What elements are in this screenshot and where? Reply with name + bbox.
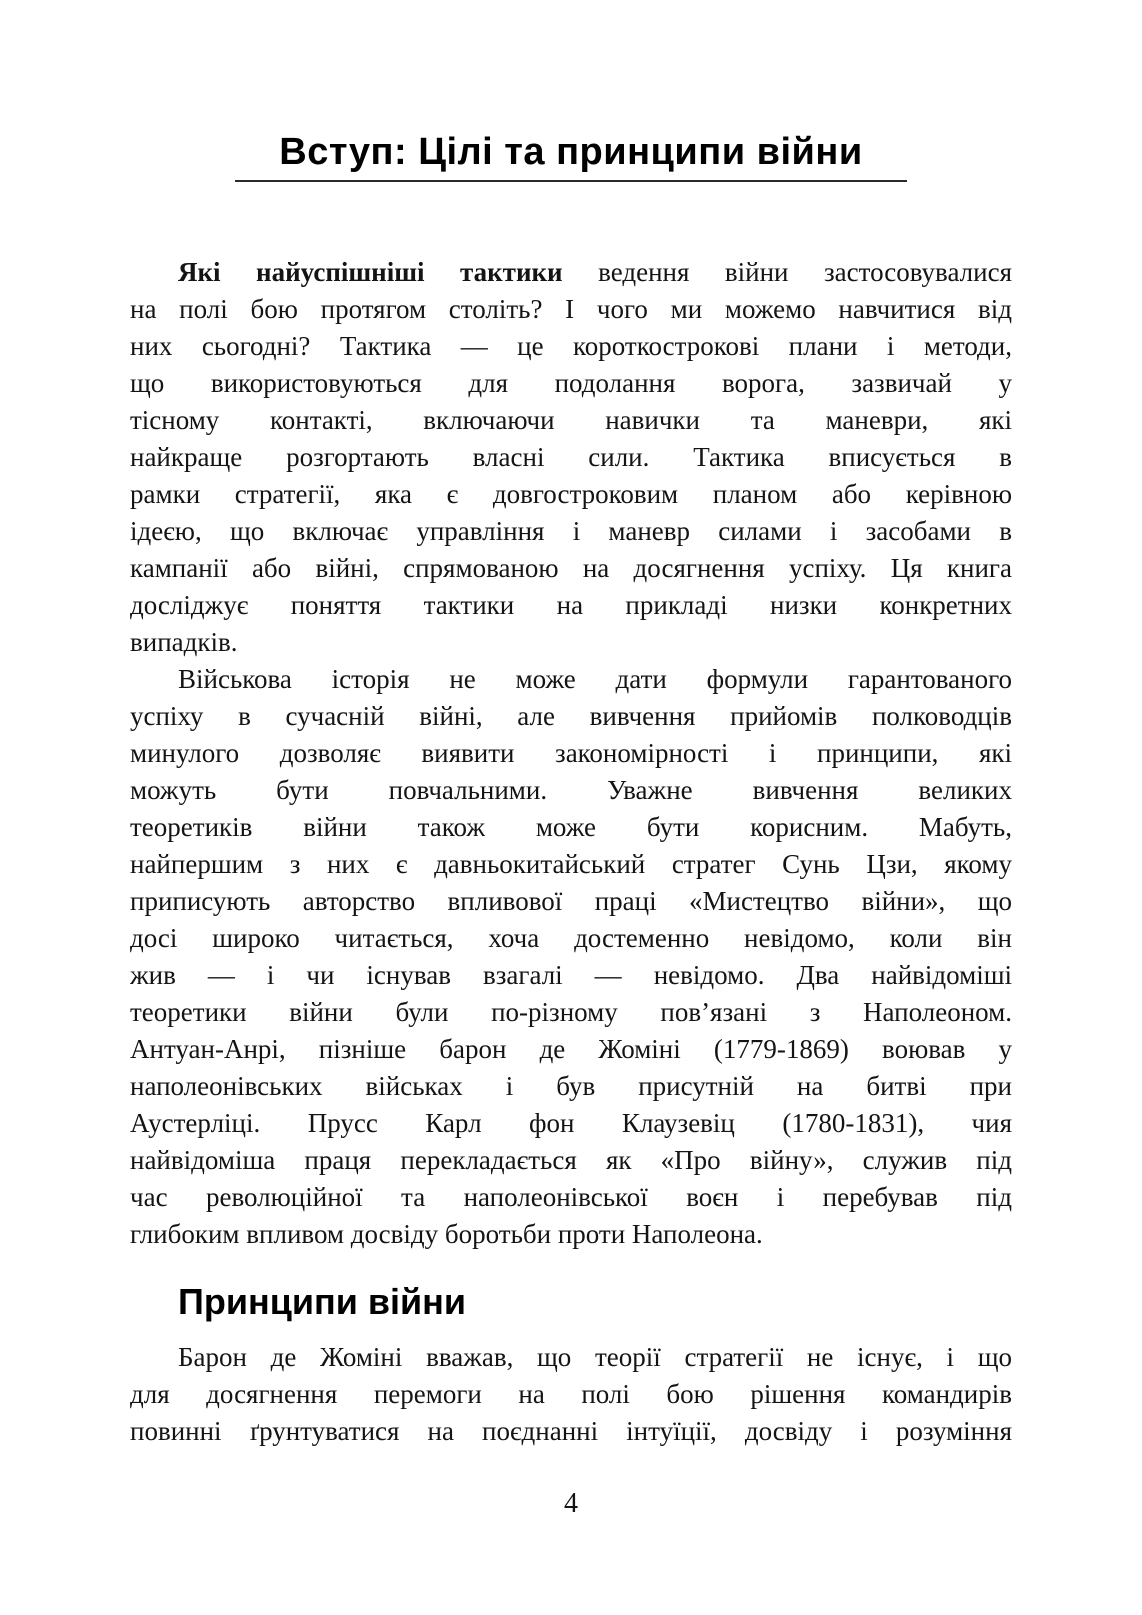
chapter-title: Вступ: Цілі та принципи війни (279, 131, 863, 173)
text-line: жив — і чи існував взагалі — невідомо. Два найвідоміші (130, 960, 1012, 990)
text-line: найпершим з них є давньокитайський стратег Сунь Цзи, якому (130, 849, 1012, 879)
text-line: минулого дозволяє виявити закономірності і принципи, які (130, 738, 1012, 768)
text-line: рамки стратегії, яка є довгостроковим планом або керівною (130, 479, 1012, 509)
text-line: час революційної та наполеонівської воєн і перебував під (130, 1182, 1012, 1212)
text-line: приписують авторство впливової праці «Мистецтво війни», що (130, 886, 1012, 916)
text-line: для досягнення перемоги на полі бою рішення командирів (130, 1379, 1012, 1409)
text-line: Антуан-Анрі, пізніше барон де Жоміні (1779-1869) воював у (130, 1034, 1012, 1064)
section-heading-principles-of-war: Принципи війни (178, 1281, 467, 1322)
text-line: Аустерліці. Прусс Карл фон Клаузевіц (1780-1831), чия (130, 1108, 1012, 1138)
text-line: випадків. (130, 627, 238, 657)
text-line: досі широко читається, хоча достеменно невідомо, коли він (130, 923, 1012, 953)
paragraph-jomini-theory (130, 1339, 1012, 1450)
lead-rest-text: ведення війни застосовувалися (562, 257, 1012, 287)
text-line: теоретики війни були по-різному пов’язані з Наполеоном. (130, 997, 1012, 1027)
paragraph-intro-tactics (130, 254, 1012, 661)
text-line: на полі бою протягом століть? І чого ми можемо навчитися від (130, 294, 1012, 324)
title-underline (235, 180, 907, 182)
text-line: ідеєю, що включає управління і маневр силами і засобами в (130, 516, 1012, 546)
text-line: Військова історія не може дати формули гарантованого (178, 664, 1012, 694)
text-line: наполеонівських військах і був присутній на битві при (130, 1071, 1012, 1101)
text-line: успіху в сучасній війні, але вивчення прийомів полководців (130, 701, 1012, 731)
text-line: найвідоміша праця перекладається як «Про війну», служив під (130, 1145, 1012, 1175)
body-text-block (130, 254, 1012, 1450)
page-content (0, 130, 1142, 1450)
text-line (130, 254, 1012, 291)
text-line: можуть бути повчальними. Уважне вивчення великих (130, 775, 1012, 805)
text-line: що використовуються для подолання ворога, зазвичай у (130, 368, 1012, 398)
lead-bold-text: Які найуспішніші тактики (178, 257, 563, 287)
text-line: них сьогодні? Тактика — це короткострокові плани і методи, (130, 331, 1012, 361)
paragraph-military-history (130, 661, 1012, 1253)
text-line: кампанії або війні, спрямованою на досягнення успіху. Ця книга (130, 553, 1012, 583)
text-line: повинні ґрунтуватися на поєднанні інтуїції, досвіду і розуміння (130, 1416, 1012, 1446)
text-line: досліджує поняття тактики на прикладі низки конкретних (130, 590, 1012, 620)
page-number: 4 (564, 1488, 578, 1519)
text-line: теоретиків війни також може бути корисним. Мабуть, (130, 812, 1012, 842)
text-line: Барон де Жоміні вважав, що теорії стратегії не існує, і що (178, 1342, 1012, 1372)
text-line: глибоким впливом досвіду боротьби проти Наполеона. (130, 1219, 763, 1249)
text-line: найкраще розгортають власні сили. Тактика вписується в (130, 442, 1012, 472)
text-line: тісному контакті, включаючи навички та маневри, які (130, 405, 1012, 435)
